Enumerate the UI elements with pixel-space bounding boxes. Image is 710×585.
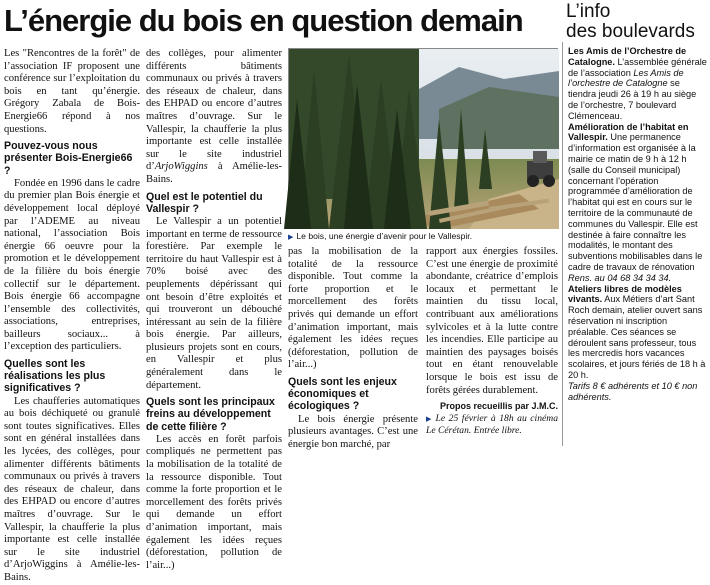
caption-arrow-icon: ▶ xyxy=(288,234,294,241)
answer-5: Le bois énergie présente plusieurs avantages. C’est une énergie bon marché, par xyxy=(288,413,418,450)
signature: Propos recueillis par J.M.C. xyxy=(439,401,558,412)
article-column-2 xyxy=(146,48,282,571)
brief-orchestre-italic: Les Amis de l’orchestre de Catalogne xyxy=(568,67,684,89)
question-3: Quel est le potentiel du Vallespir ? xyxy=(146,190,263,215)
brief-habitat-title: Amélioration de l’habitat en Vallespir. xyxy=(568,121,689,143)
brief-ateliers-title: Ateliers libres de modèles vivants. xyxy=(568,283,682,305)
info-arrow-icon: ▶ xyxy=(426,414,433,423)
question-4: Quels sont les principaux freins au développement de cette filière ? xyxy=(146,396,275,433)
article-column-4 xyxy=(426,246,558,446)
article-intro: Les "Rencontres de la forêt" de l’association IF proposent une conférence sur l’exploitation du bois en tant qu’énergie. Grégory Zabala de Bois-Energie66 répond à nos questions. xyxy=(4,48,140,135)
brief-ateliers xyxy=(568,284,708,381)
brief-habitat-text: Une permanence d’information est organisée à la mairie ce matin de 9 h à 12 h (salle du Conseil municipal) concernant l’opération programmée d’amélioration de l’habitat qui est en cours sur le territoire de la communauté de communes du Vallespir. Elle est destinée à faire connaître les modalités, le montant des subventions mobilisables dans le cadre de travaux de rénovation xyxy=(568,132,703,272)
question-1: Pouvez-vous nous présenter Bois-Energie66 ? xyxy=(4,140,133,177)
brief-orchestre-text-a: L’assemblée générale de l’association xyxy=(568,56,707,78)
answer-4-cont: pas la mobilisation de la totalité de la ressource disponible. Tout comme la forte proportion et le morcellement des forêts privés qui demande un effort d’animation important, mais également les idées reçues (déforestation, pollution de l’air...) xyxy=(288,246,418,371)
sidebar-title-line1: L’info xyxy=(566,1,611,22)
brief-habitat xyxy=(568,122,708,273)
sidebar-title xyxy=(566,2,706,42)
column-divider xyxy=(562,42,563,446)
question-2: Quelles sont les réalisations les plus significatives ? xyxy=(4,358,106,395)
photo-caption xyxy=(288,230,558,243)
article-column-1 xyxy=(4,48,140,583)
forest-photo-illustration xyxy=(289,49,559,229)
answer-1: Fondée en 1996 dans le cadre du premier plan Bois énergie et développement local déployé par l’ADEME au niveau national, l’association Bois énergie 66 oeuvre pour la promotion et le développement de la filière du bois énergie collectif sur le département. Bois énergie 66 accompagne l’ensemble des collectivités, associations, entreprises, bailleurs sociaux... à l’exception des particuliers. xyxy=(4,177,140,353)
answer-3: Le Vallespir a un potentiel important en terme de ressource forestière. Par exemple le territoire du haut Vallespir est à 70% boisé avec des peuplements dépérissant qui ont besoin d’être exploités et qui trouveront un débouché intéressant au sein de la filière bois énergie. Par ailleurs, plusieurs projets sont en cours, en Vallespir et plus généralement dans le département. xyxy=(146,215,282,391)
answer-4: Les accès en forêt parfois compliqués ne permettent pas la mobilisation de la totalité de la ressource disponible. Tout comme la forte proportion et le morcellement des forêts privés qui demande un effort d’animation important, mais également les idées reçues (déforestation, pollution de l’air...) xyxy=(146,433,282,571)
photo-caption-text: Le bois, une énergie d’avenir pour le Vallespir. xyxy=(296,231,473,241)
brief-ateliers-price: Tarifs 8 € adhérents et 10 € non adhérents. xyxy=(568,380,698,402)
brief-ateliers-text: Aux Métiers d’art Sant Roch demain, atelier ouvert sans réservation ni inscription préalable. Ces séances se déroulent sans professeur, tous les mercredis hors vacances scolaires, et jours fériés de 18 h à 20 h. xyxy=(568,294,706,380)
event-info-text: Le 25 février à 18h au cinéma Le Cérétan. Entrée libre. xyxy=(426,412,558,436)
question-5: Quels sont les enjeux économiques et écologiques ? xyxy=(288,375,397,413)
event-info xyxy=(426,413,558,436)
brief-orchestre-text-b: se tiendra jeudi 26 à 19 h au siège de l’orchestre, 7 boulevard Clémenceau. xyxy=(568,78,697,121)
brief-orchestre xyxy=(568,46,708,122)
brief-orchestre-title: Les Amis de l’Orchestre de Catalogne. xyxy=(568,46,687,67)
sidebar-title-line2: des boulevards xyxy=(566,21,695,42)
answer-2-part: Les chaufferies automatiques au bois déchiqueté ou granulé sont toutes significatives. Elles sont en général installées dans les lycées, des collèges, pour alimenter différents bâtiments communaux ou privés à travers des réseaux de chaleur, dans des EHPAD ou encore d’autres maîtres d’ouvrage. Sur le Vallespir, la chaufferie la plus importante est celle installée sur le site industriel d’ArjoWiggins à Amélie-les-Bains. xyxy=(4,395,140,583)
headline: L’énergie du bois en question demain xyxy=(4,3,523,38)
article-column-3 xyxy=(288,246,418,450)
answer-2-cont: des collèges, pour alimenter différents bâtiments communaux ou privés à travers des réseaux de chaleur, dans des EHPAD ou encore d’autres maîtres d’ouvrage. Sur le Vallespir, la chaufferie la plus importante est celle installée sur le site industriel d’ArjoWiggins à Amélie-les-Bains. xyxy=(146,48,282,185)
answer-5-cont: rapport aux énergies fossiles. C’est une énergie de proximité abondante, créatrice d’emplois locaux et permettant le maintien du tissu local, contribuant aux améliorations sylvicoles et à la lutte contre les incendies. Elle participe au maintien des paysages boisés tout en étant renouvelable lorsque le bois est issu de forêts gérées durablement. xyxy=(426,246,558,396)
brief-habitat-tel: Rens. au 04 68 34 34 34. xyxy=(568,272,672,283)
sidebar-briefs xyxy=(568,46,708,446)
forest-photo xyxy=(288,48,558,228)
